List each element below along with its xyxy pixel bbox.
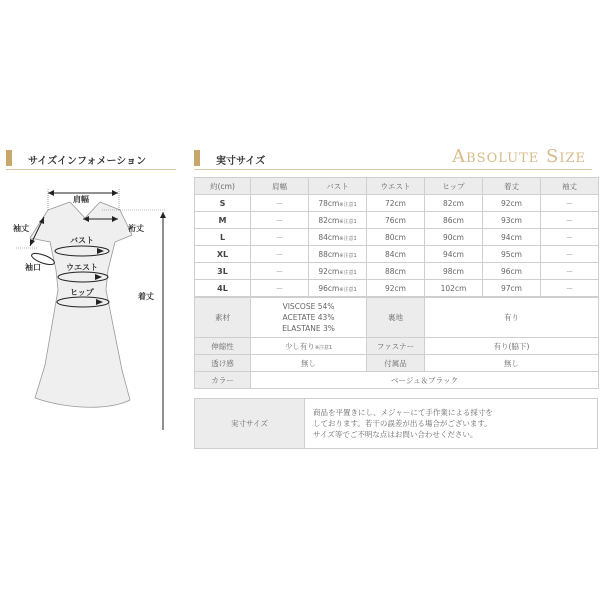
table-row: [195, 212, 599, 229]
note-line: サイズ等でご不明な点はお問い合わせください。: [313, 430, 478, 439]
size-cell: XL: [195, 246, 251, 263]
material-line: VISCOSE 54%: [282, 302, 335, 311]
stretch-label: 伸縮性: [195, 338, 251, 355]
bust-value: 78cm: [318, 198, 340, 208]
sleeve-cell: －: [541, 263, 599, 280]
size-cell: L: [195, 229, 251, 246]
hip-cell: 94cm: [425, 246, 483, 263]
hip-cell: 90cm: [425, 229, 483, 246]
length-cell: 95cm: [483, 246, 541, 263]
bust-cell: [309, 263, 367, 280]
label-sleeve-length: 袖丈: [13, 224, 29, 233]
waist-cell: 72cm: [367, 195, 425, 212]
note-mark: ※注意1: [339, 235, 357, 242]
accessories-value: 無し: [425, 355, 599, 372]
note-line: 商品を平置きにし、メジャーにて手作業による採寸を: [313, 408, 493, 417]
dress-illustration-icon: [0, 180, 190, 430]
stretch-text: 少し有り: [284, 341, 315, 351]
note-mark: ※注意1: [339, 201, 357, 208]
label-length: 着丈: [138, 292, 154, 301]
sheer-value: 無し: [251, 355, 367, 372]
sleeve-cell: －: [541, 229, 599, 246]
waist-cell: 92cm: [367, 280, 425, 297]
size-cell: 3L: [195, 263, 251, 280]
length-cell: 94cm: [483, 229, 541, 246]
length-cell: 96cm: [483, 263, 541, 280]
table-row: [195, 263, 599, 280]
shoulder-cell: －: [251, 212, 309, 229]
header-cell: ウエスト: [367, 178, 425, 195]
size-table-header-row: [195, 178, 599, 195]
note-mark: ※注意1: [314, 344, 333, 351]
length-cell: 92cm: [483, 195, 541, 212]
accessories-label: 付属品: [367, 355, 425, 372]
sleeve-cell: －: [541, 195, 599, 212]
table-row: [195, 195, 599, 212]
note-mark: ※注意1: [339, 252, 357, 259]
shoulder-cell: －: [251, 280, 309, 297]
measurement-note-table: [194, 398, 598, 449]
lining-value: 有り: [425, 298, 599, 338]
fastener-label: ファスナー: [367, 338, 425, 355]
spec-row-sheer: [195, 355, 599, 372]
label-waist: ウエスト: [66, 263, 98, 272]
label-yuki: 裄丈: [128, 224, 144, 233]
size-table: [194, 177, 599, 297]
lining-label: 裏地: [367, 298, 425, 338]
spec-row-stretch: [195, 338, 599, 355]
sleeve-cell: －: [541, 246, 599, 263]
material-line: ACETATE 43%: [282, 313, 335, 322]
bust-value: 88cm: [318, 249, 340, 259]
spec-row-color: [195, 372, 599, 389]
header-cell: 袖丈: [541, 178, 599, 195]
label-bust: バスト: [70, 236, 94, 245]
size-info-title: サイズインフォメーション: [28, 156, 147, 167]
size-info-header: [6, 148, 176, 170]
header-cell: ヒップ: [425, 178, 483, 195]
waist-cell: 76cm: [367, 212, 425, 229]
note-mark: ※注意1: [339, 286, 357, 293]
accent-bar: [6, 150, 12, 166]
bust-cell: [309, 195, 367, 212]
fastener-value: 有り(脇下): [425, 338, 599, 355]
bust-cell: [309, 212, 367, 229]
bust-cell: [309, 229, 367, 246]
header-cell: 着丈: [483, 178, 541, 195]
note-mark: ※注意1: [339, 269, 357, 276]
size-cell: S: [195, 195, 251, 212]
material-value: [251, 298, 367, 338]
hip-cell: 98cm: [425, 263, 483, 280]
absolute-size-header: [194, 148, 592, 170]
bust-cell: [309, 246, 367, 263]
sleeve-cell: －: [541, 212, 599, 229]
sheer-label: 透け感: [195, 355, 251, 372]
label-hip: ヒップ: [70, 288, 94, 297]
bust-cell: [309, 280, 367, 297]
note-row: [195, 399, 598, 449]
table-row: [195, 246, 599, 263]
size-cell: M: [195, 212, 251, 229]
header-cell: 約(cm): [195, 178, 251, 195]
shoulder-cell: －: [251, 195, 309, 212]
label-cuff: 袖口: [25, 263, 41, 272]
length-cell: 93cm: [483, 212, 541, 229]
dress-measurement-diagram: [0, 180, 190, 430]
table-row: [195, 229, 599, 246]
bust-value: 96cm: [318, 283, 340, 293]
note-mark: ※注意1: [339, 218, 357, 225]
note-text: [305, 399, 598, 449]
stretch-value: [251, 338, 367, 355]
sleeve-cell: －: [541, 280, 599, 297]
material-line: ELASTANE 3%: [282, 324, 335, 333]
color-label: カラー: [195, 372, 251, 389]
size-cell: 4L: [195, 280, 251, 297]
table-row: [195, 280, 599, 297]
waist-cell: 80cm: [367, 229, 425, 246]
shoulder-cell: －: [251, 246, 309, 263]
absolute-size-title: 実寸サイズ: [216, 156, 266, 167]
absolute-size-title-en: Absolute Size: [452, 146, 586, 167]
material-label: 素材: [195, 298, 251, 338]
bust-value: 82cm: [318, 215, 340, 225]
spec-table: [194, 297, 599, 389]
header-cell: バスト: [309, 178, 367, 195]
hip-cell: 82cm: [425, 195, 483, 212]
bust-value: 92cm: [318, 266, 340, 276]
waist-cell: 84cm: [367, 246, 425, 263]
color-value: ベージュ＆ブラック: [251, 372, 599, 389]
label-shoulder: 肩幅: [73, 195, 89, 204]
note-line: しております。若干の誤差が出る場合がございます。: [313, 419, 492, 428]
length-cell: 97cm: [483, 280, 541, 297]
header-cell: 肩幅: [251, 178, 309, 195]
note-label: 実寸サイズ: [195, 399, 305, 449]
waist-cell: 88cm: [367, 263, 425, 280]
shoulder-cell: －: [251, 229, 309, 246]
hip-cell: 86cm: [425, 212, 483, 229]
shoulder-cell: －: [251, 263, 309, 280]
hip-cell: 102cm: [425, 280, 483, 297]
accent-bar: [194, 150, 200, 166]
spec-row-material: [195, 298, 599, 338]
bust-value: 84cm: [318, 232, 340, 242]
